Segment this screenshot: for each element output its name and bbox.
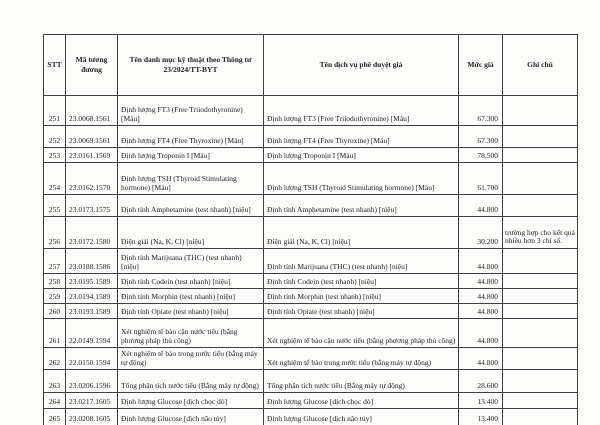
cell-code: 23.0172.1580 [66, 217, 118, 249]
table-row [44, 195, 578, 217]
cell-price: 61.700 [459, 163, 503, 195]
table-row [44, 319, 578, 348]
table-row [44, 148, 578, 163]
cell-price: 44.800 [459, 304, 503, 319]
cell-service: Định lượng FT4 (Free Thyroxine) [Máu] [264, 126, 459, 148]
cell-price: 44.800 [459, 274, 503, 289]
cell-name: Định lượng Glucose [dịch não tủy] [118, 409, 264, 425]
cell-name: Xét nghiệm tế bào trong nước tiểu (bằng máy tự động) [118, 348, 264, 370]
cell-note [503, 249, 578, 274]
cell-note [503, 126, 578, 148]
cell-stt: 257 [44, 249, 66, 274]
cell-service: Định tính Amphetamine (test nhanh) [niệu] [264, 195, 459, 217]
cell-service: Định lượng FT3 (Free Triiodothyronine) [Máu] [264, 96, 459, 126]
header-row [44, 35, 578, 96]
cell-note [503, 304, 578, 319]
cell-name: Định lượng Glucose [dịch chọc dò] [118, 393, 264, 409]
cell-note [503, 348, 578, 370]
cell-note [503, 148, 578, 163]
cell-name: Định tính Amphetamine (test nhanh) [niệu] [118, 195, 264, 217]
cell-stt: 263 [44, 370, 66, 393]
cell-stt: 261 [44, 319, 66, 348]
table-row [44, 274, 578, 289]
table-row [44, 163, 578, 195]
cell-service: Định lượng Glucose [dịch chọc dò] [264, 393, 459, 409]
cell-note [503, 96, 578, 126]
table-row [44, 217, 578, 249]
cell-code: 23.0217.1605 [66, 393, 118, 409]
cell-service: Xét nghiệm tế bào trong nước tiểu (bằng máy tự động) [264, 348, 459, 370]
cell-name: Điện giải (Na, K, Cl) [niệu] [118, 217, 264, 249]
cell-price: 13.400 [459, 393, 503, 409]
cell-name: Tổng phân tích nước tiểu (Bằng máy tự động) [118, 370, 264, 393]
cell-name: Định tính Opiate (test nhanh) [niệu] [118, 304, 264, 319]
table-body [44, 96, 578, 425]
cell-price: 44.800 [459, 348, 503, 370]
cell-code: 23.0162.1570 [66, 163, 118, 195]
cell-name: Định lượng FT3 (Free Triiodothyronine) [Máu] [118, 96, 264, 126]
column-header-service: Tên dịch vụ phê duyệt giá [264, 35, 459, 96]
table-row [44, 304, 578, 319]
cell-note [503, 370, 578, 393]
table-header [44, 35, 578, 96]
cell-service: Định tính Morphin (test nhanh) [niệu] [264, 289, 459, 304]
cell-price: 44.800 [459, 249, 503, 274]
cell-name: Định lượng FT4 (Free Thyroxine) [Máu] [118, 126, 264, 148]
cell-note [503, 393, 578, 409]
cell-service: Điện giải (Na, K, Cl) [niệu] [264, 217, 459, 249]
cell-code: 22.0149.1594 [66, 319, 118, 348]
cell-note [503, 289, 578, 304]
cell-note [503, 274, 578, 289]
cell-name: Xét nghiệm tế bào cặn nước tiểu (bằng phương pháp thủ công) [118, 319, 264, 348]
table-row [44, 393, 578, 409]
cell-code: 23.0208.1605 [66, 409, 118, 425]
table-row [44, 370, 578, 393]
table-row [44, 289, 578, 304]
cell-stt: 260 [44, 304, 66, 319]
cell-stt: 262 [44, 348, 66, 370]
column-header-note: Ghi chú [503, 35, 578, 96]
price-list-table [43, 34, 578, 425]
table-row [44, 249, 578, 274]
table-row [44, 126, 578, 148]
cell-stt: 251 [44, 96, 66, 126]
cell-price: 78.500 [459, 148, 503, 163]
column-header-price: Mức giá [459, 35, 503, 96]
cell-note [503, 195, 578, 217]
column-header-name: Tên danh mục kỹ thuật theo Thông tư 23/2024/TT-BYT [118, 35, 264, 96]
cell-name: Định tính Marijuana (THC) (test nhanh) [niệu] [118, 249, 264, 274]
cell-code: 23.0195.1589 [66, 274, 118, 289]
cell-name: Định tính Morphin (test nhanh) [niệu] [118, 289, 264, 304]
cell-note [503, 409, 578, 425]
cell-price: 67.300 [459, 126, 503, 148]
cell-service: Định lượng Glucose [dịch não tủy] [264, 409, 459, 425]
cell-stt: 256 [44, 217, 66, 249]
cell-note [503, 163, 578, 195]
cell-name: Định tính Codein (test nhanh) [niệu] [118, 274, 264, 289]
cell-service: Xét nghiệm tế bào cặn nước tiểu (bằng phương pháp thủ công) [264, 319, 459, 348]
cell-stt: 252 [44, 126, 66, 148]
column-header-code: Mã tương đương [66, 35, 118, 96]
cell-name: Định lượng Troponin I [Máu] [118, 148, 264, 163]
cell-price: 44.800 [459, 289, 503, 304]
cell-code: 23.0161.1569 [66, 148, 118, 163]
cell-price: 30.200 [459, 217, 503, 249]
cell-stt: 264 [44, 393, 66, 409]
cell-service: Định lượng Troponin I [Máu] [264, 148, 459, 163]
cell-service: Định tính Marijuana (THC) (test nhanh) [niệu] [264, 249, 459, 274]
table-row [44, 96, 578, 126]
cell-code: 23.0069.1561 [66, 126, 118, 148]
cell-note [503, 319, 578, 348]
cell-stt: 258 [44, 274, 66, 289]
cell-stt: 253 [44, 148, 66, 163]
cell-code: 23.0173.1575 [66, 195, 118, 217]
cell-stt: 254 [44, 163, 66, 195]
cell-price: 67.300 [459, 96, 503, 126]
table-row [44, 409, 578, 425]
cell-code: 23.0194.1589 [66, 289, 118, 304]
cell-service: Định tính Codein (test nhanh) [niệu] [264, 274, 459, 289]
cell-stt: 259 [44, 289, 66, 304]
cell-price: 44.800 [459, 319, 503, 348]
column-header-stt: STT [44, 35, 66, 96]
cell-service: Tổng phân tích nước tiểu (Bằng máy tự động) [264, 370, 459, 393]
cell-name: Định lượng TSH (Thyroid Stimulating hormone) [Máu] [118, 163, 264, 195]
cell-price: 13.400 [459, 409, 503, 425]
cell-service: Định lượng TSH (Thyroid Stimulating hormone) [Máu] [264, 163, 459, 195]
cell-code: 23.0193.1589 [66, 304, 118, 319]
cell-price: 44.800 [459, 195, 503, 217]
cell-code: 23.0068.1561 [66, 96, 118, 126]
cell-stt: 265 [44, 409, 66, 425]
cell-code: 23.0206.1596 [66, 370, 118, 393]
cell-code: 22.0150.1594 [66, 348, 118, 370]
cell-service: Định tính Opiate (test nhanh) [niệu] [264, 304, 459, 319]
cell-code: 23.0188.1586 [66, 249, 118, 274]
cell-stt: 255 [44, 195, 66, 217]
cell-note: trường hợp cho kết quả nhiều hơn 3 chỉ số. [503, 217, 578, 249]
table-row [44, 348, 578, 370]
cell-price: 28.600 [459, 370, 503, 393]
